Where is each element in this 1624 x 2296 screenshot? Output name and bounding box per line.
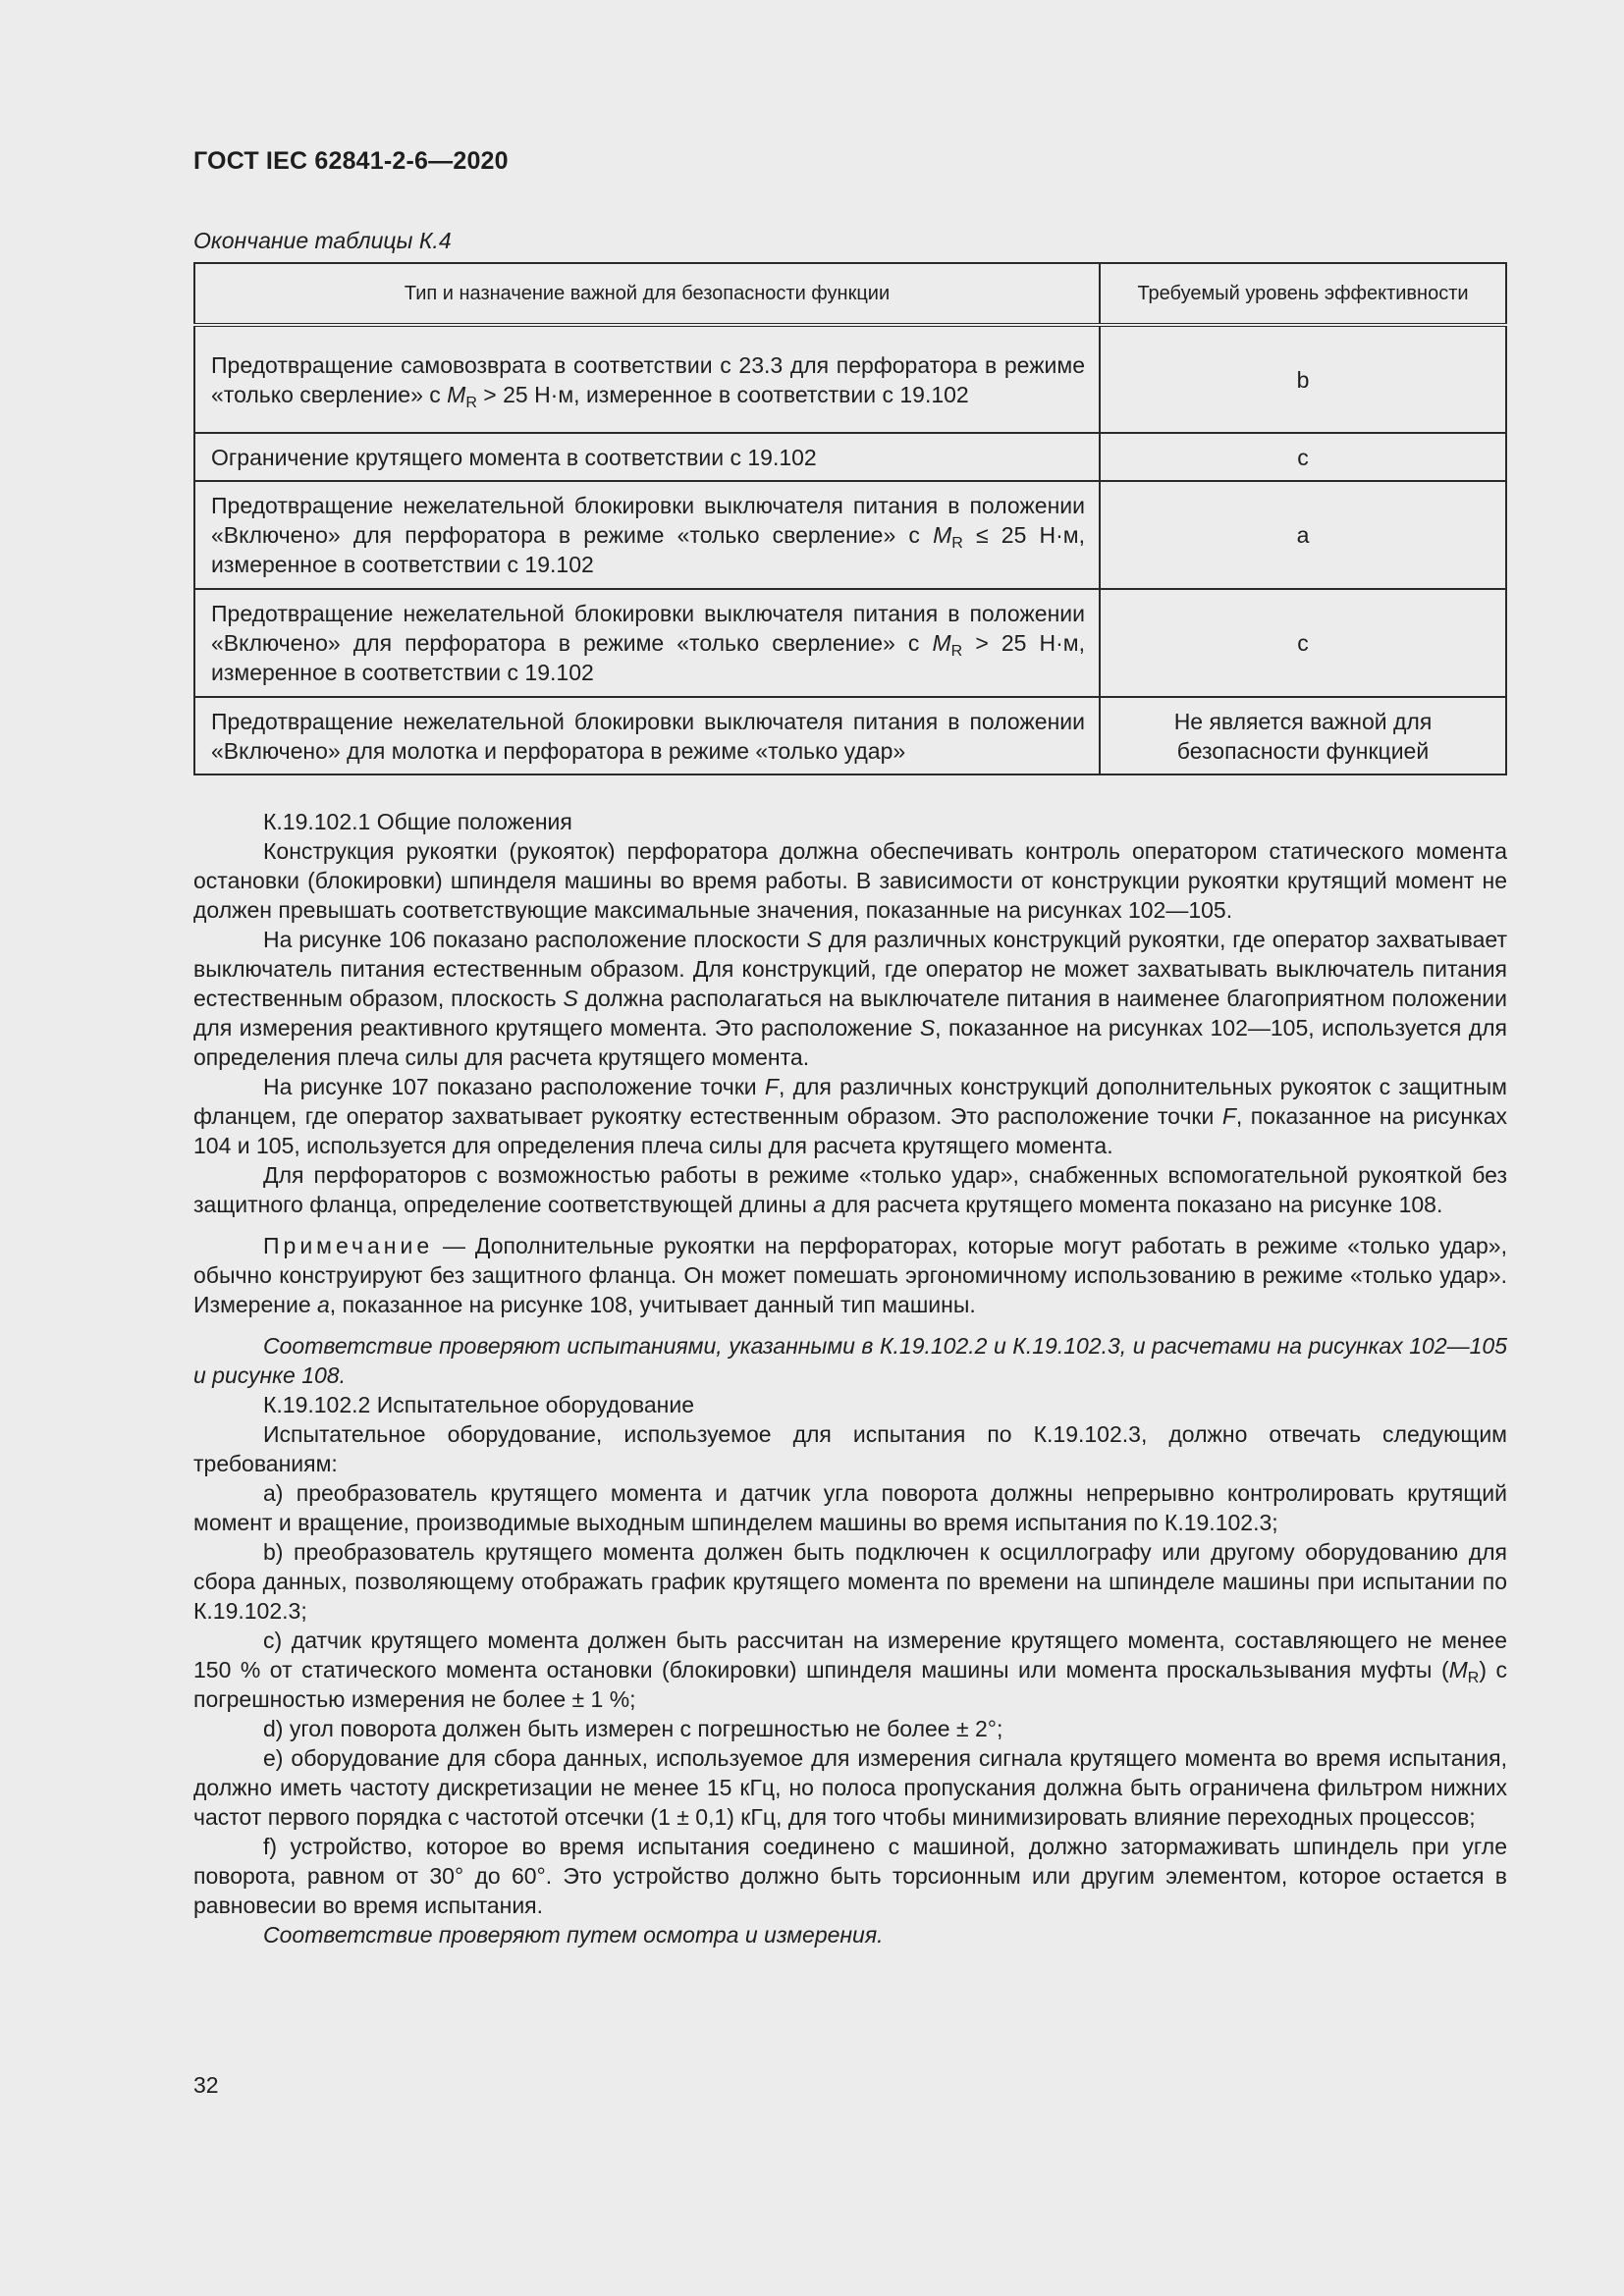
table-cell-function: Предотвращение нежелательной блокировки выключателя питания в положении «Включено» для перфоратора в режиме «только сверление» с $M_R \le 25$ Н·м, измеренное в соответствии с 19.102 bbox=[194, 481, 1100, 589]
table-cell-level: c bbox=[1100, 433, 1506, 481]
table-cell-level: c bbox=[1100, 589, 1506, 697]
page-number: 32 bbox=[193, 2072, 219, 2098]
paragraph: Испытательное оборудование, используемое для испытания по К.19.102.3, должно отвечать следующим требованиям: bbox=[193, 1421, 1507, 1476]
table-row bbox=[194, 325, 1506, 433]
paragraph: Для перфораторов с возможностью работы в режиме «только удар», снабженных вспомогательной рукояткой без защитного фланца, определение соответствующей длины a для расчета крутящего момента показано на рисунке 108. bbox=[193, 1162, 1507, 1217]
table-row bbox=[194, 589, 1506, 697]
table-cell-function: Ограничение крутящего момента в соответствии с 19.102 bbox=[194, 433, 1100, 481]
list-item: b) преобразователь крутящего момента должен быть подключен к осциллографу или другому оборудованию для сбора данных, позволяющему отображать график крутящего момента по времени на шпинделе машины при испытании по К.19.102.3; bbox=[193, 1539, 1507, 1624]
section-heading-k19-102-1: К.19.102.1 Общие положения bbox=[263, 809, 572, 834]
list-item: с) датчик крутящего момента должен быть рассчитан на измерение крутящего момента, составляющего не менее 150 % от статического момента остановки (блокировки) шпинделя машины или момента проскальзывания муфты $(M_R)$ с погрешностью измерения не более ± 1 %; bbox=[193, 1628, 1507, 1712]
compliance-statement: Соответствие проверяют испытаниями, указанными в К.19.102.2 и К.19.102.3, и расчетами на рисунках 102—105 и рисунке 108. bbox=[193, 1333, 1507, 1388]
column-header-function: Тип и назначение важной для безопасности функции bbox=[194, 263, 1100, 325]
table-row bbox=[194, 697, 1506, 774]
paragraph: На рисунке 107 показано расположение точки F, для различных конструкций дополнительных рукояток с защитным фланцем, где оператор захватывает рукоятку естественным образом. Это расположение точки F, показанное на рисунках 104 и 105, используется для определения плеча силы для расчета крутящего момента. bbox=[193, 1074, 1507, 1158]
compliance-statement: Соответствие проверяют путем осмотра и измерения. bbox=[263, 1922, 884, 1948]
table-cell-function: Предотвращение нежелательной блокировки выключателя питания в положении «Включено» для перфоратора в режиме «только сверление» с $M_R > 25$ Н·м, измеренное в соответствии с 19.102 bbox=[194, 589, 1100, 697]
section-heading-k19-102-2: К.19.102.2 Испытательное оборудование bbox=[263, 1392, 694, 1417]
table-cell-function: Предотвращение нежелательной блокировки выключателя питания в положении «Включено» для молотка и перфоратора в режиме «только удар» bbox=[194, 697, 1100, 774]
table-cell-level: Не является важной для безопасности функцией bbox=[1100, 697, 1506, 774]
list-item: d) угол поворота должен быть измерен с погрешностью не более ± 2°; bbox=[263, 1716, 1003, 1741]
table-cell-level: b bbox=[1100, 325, 1506, 433]
table-cell-function: Предотвращение самовозврата в соответствии с 23.3 для перфоратора в режиме «только сверление» с $M_R > 25$ Н·м, измеренное в соответствии с 19.102 bbox=[194, 325, 1100, 433]
note-label: Примечание bbox=[263, 1233, 434, 1258]
table-caption: Окончание таблицы К.4 bbox=[193, 228, 452, 253]
list-item: е) оборудование для сбора данных, используемое для измерения сигнала крутящего момента во время испытания, должно иметь частоту дискретизации не менее 15 кГц, но полоса пропускания должна быть ограничена фильтром нижних частот первого порядка с частотой отсечки (1 ± 0,1) кГц, для того чтобы минимизировать влияние переходных процессов; bbox=[193, 1745, 1507, 1830]
table-header-row bbox=[194, 263, 1506, 325]
table-row bbox=[194, 433, 1506, 481]
paragraph: На рисунке 106 показано расположение плоскости S для различных конструкций рукоятки, где оператор захватывает выключатель питания естественным образом. Для конструкций, где оператор не может захватывать выключатель питания естественным образом, плоскость S должна располагаться на выключателе питания в наименее благоприятном положении для измерения реактивного крутящего момента. Это расположение S, показанное на рисунках 102—105, используется для определения плеча силы для расчета крутящего момента. bbox=[193, 927, 1507, 1070]
body-text bbox=[193, 807, 1507, 1949]
table-row bbox=[194, 481, 1506, 589]
table-cell-level: a bbox=[1100, 481, 1506, 589]
table-k4 bbox=[193, 262, 1507, 775]
list-item: а) преобразователь крутящего момента и датчик угла поворота должны непрерывно контролировать крутящий момент и вращение, производимые выходным шпинделем машины во время испытания по К.19.102.3; bbox=[193, 1480, 1507, 1535]
column-header-level: Требуемый уровень эффективности bbox=[1100, 263, 1506, 325]
note: Примечание — Дополнительные рукоятки на перфораторах, которые могут работать в режиме «только удар», обычно конструируют без защитного фланца. Он может помешать эргономичному использованию в режиме «только удар». Измерение a, показанное на рисунке 108, учитывает данный тип машины. bbox=[193, 1233, 1507, 1317]
paragraph: Конструкция рукоятки (рукояток) перфоратора должна обеспечивать контроль оператором статического момента остановки (блокировки) шпинделя машины во время работы. В зависимости от конструкции рукоятки крутящий момент не должен превышать соответствующие максимальные значения, показанные на рисунках 102—105. bbox=[193, 838, 1507, 923]
document-header: ГОСТ IEC 62841-2-6—2020 bbox=[193, 147, 509, 175]
list-item: f) устройство, которое во время испытания соединено с машиной, должно затормаживать шпиндель при угле поворота, равном от 30° до 60°. Это устройство должно быть торсионным или другим элементом, которое остается в равновесии во время испытания. bbox=[193, 1834, 1507, 1918]
